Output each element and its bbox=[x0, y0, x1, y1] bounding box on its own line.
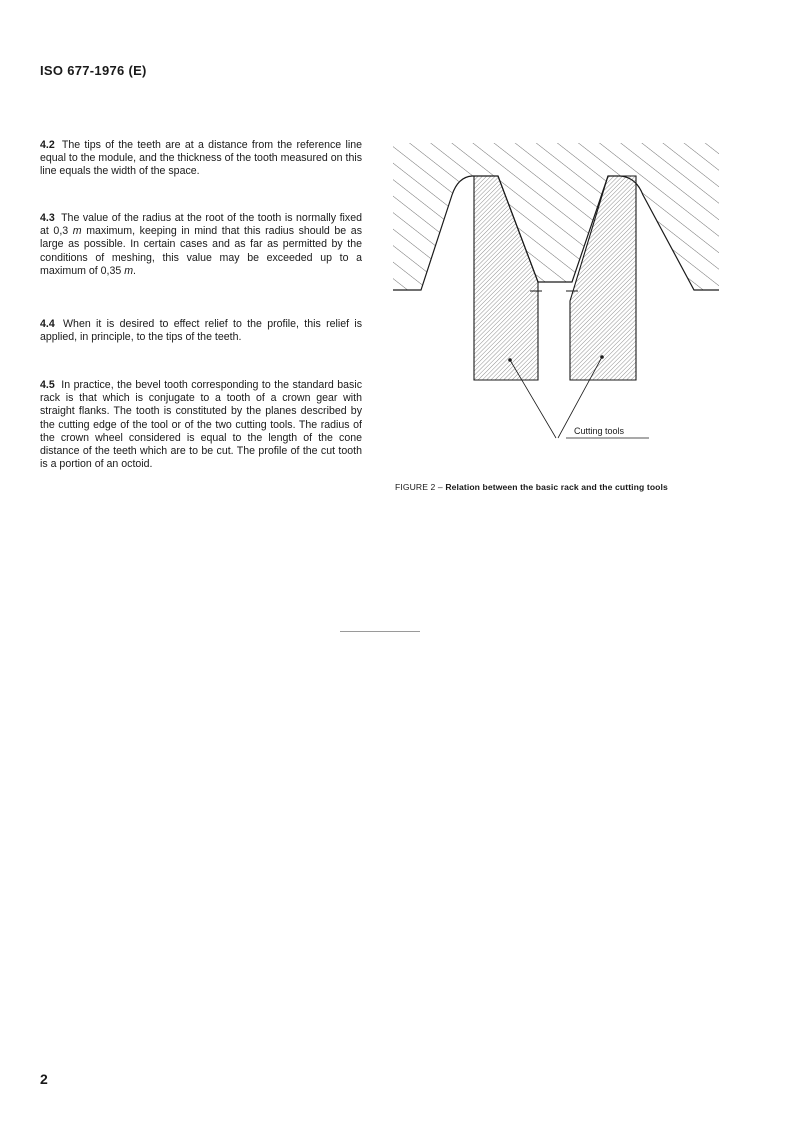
figure-2 bbox=[388, 143, 724, 450]
page-number: 2 bbox=[40, 1071, 48, 1087]
paragraph-text: In practice, the bevel tooth corresponding to the standard basic rack is that which is conjugate to a tooth of a crown gear with straight flanks. The tooth is constituted by the planes described by the cutting edge of the tool or of the two cutting tools. The radius of the crown wheel considered is equal to the length of the cone distance of the teeth which are to be cut. The profile of the cut tooth is a portion of an octoid. bbox=[40, 379, 362, 471]
paragraph-number: 4.5 bbox=[40, 379, 55, 391]
paragraph-text: . bbox=[133, 264, 136, 277]
caption-prefix: FIGURE 2 – bbox=[395, 482, 443, 492]
paragraph-text: When it is desired to effect relief to the profile, this relief is applied, in principle, to the tips of the teeth. bbox=[40, 318, 362, 344]
end-rule bbox=[340, 631, 420, 632]
callout-label: Cutting tools bbox=[574, 426, 625, 436]
paragraph-text: The tips of the teeth are at a distance from the reference line equal to the module, and the thickness of the tooth measured on this line equals the width of the space. bbox=[40, 139, 362, 178]
paragraph-4-2 bbox=[40, 139, 362, 179]
caption-title: Relation between the basic rack and the cutting tools bbox=[445, 482, 668, 492]
paragraph-number: 4.3 bbox=[40, 212, 55, 224]
module-symbol: m bbox=[124, 264, 134, 277]
basic-rack bbox=[388, 143, 724, 293]
paragraph-4-5 bbox=[40, 379, 362, 471]
rack-and-tools-diagram bbox=[388, 143, 724, 445]
paragraph-4-4 bbox=[40, 318, 362, 344]
document-header: ISO 677-1976 (E) bbox=[40, 63, 147, 78]
paragraph-4-3 bbox=[40, 212, 362, 278]
paragraph-number: 4.2 bbox=[40, 139, 55, 151]
paragraph-number: 4.4 bbox=[40, 318, 55, 330]
paragraph-text: The value of the radius at the root of the tooth is normally fixed at 0,3 bbox=[40, 212, 362, 238]
figure-caption bbox=[395, 482, 668, 492]
paragraph-text: maximum, keeping in mind that this radius should be as large as possible. In certain cases and as far as permitted by the conditions of meshing, this value may be exceeded up to a maximum of 0,35 bbox=[40, 225, 362, 277]
module-symbol: m bbox=[72, 225, 82, 238]
